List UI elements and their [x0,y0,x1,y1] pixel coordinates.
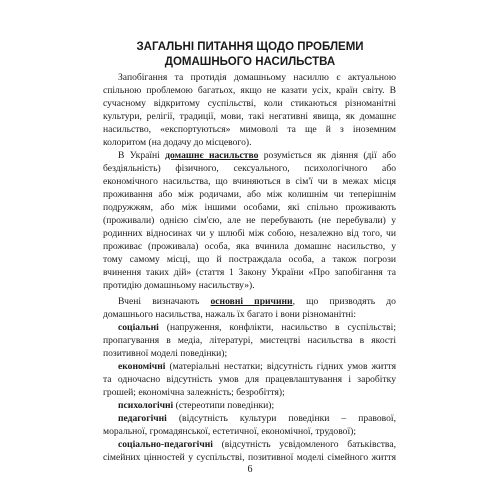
list-item: педагогічні (відсутність культури поведінки – правової, [118,413,396,424]
text-line: спільною проблемою багатьох, якщо не казати усіх, країн світу. В [103,85,396,96]
text-line: моральної, громадянської, естетичної, економічної, трудової); [103,426,356,437]
text-line: Вчені визначають основні причини, що призводять до [118,296,396,307]
text-line: вчинення таких дій» (стаття 1 Закону України «Про запобігання та [103,267,396,278]
cause-term: психологічні [118,400,174,411]
text-line: економічного насильства, що вчиняються в сім'ї чи в межах місця [103,176,396,187]
text-line: сімейних цінностей у суспільстві, позитивної моделі сімейного життя [103,452,396,463]
text-line: проживає (проживала) особа, яка вчинила домашнє насильство, у [103,241,396,252]
text-line: домашнього насильства, нажаль їх багато і вони різноманітні: [103,309,357,320]
page-number: 6 [247,464,253,475]
cause-term: економічні [118,361,166,372]
list-item: соціально-педагогічні (відсутність усвідомленого батьківства, [118,439,396,450]
text-line: Запобігання та протидія домашньому насиллю є актуальною [118,72,396,83]
text-line: позитивної моделі поведінки); [103,348,228,359]
text-line: колоритом (на додачу до місцевого). [103,137,252,148]
text-line: пропагування в медіа, літературі, мистецтві насильства в якості [103,335,396,346]
text-line: родинних відносинах чи у шлюбі між собою, незалежно від того, чи [103,228,396,239]
text-line: подружжям, або між іншими особами, які спільно проживають [103,202,396,213]
text-line: протидію домашньому насильству»). [103,280,255,291]
list-item: економічні (матеріальні нестатки; відсутність гідних умов життя [118,361,396,372]
title-line-1: ЗАГАЛЬНІ ПИТАННЯ ЩОДО ПРОБЛЕМИ [136,41,364,53]
term-domestic-violence: домашнє насильство [165,150,259,161]
text-line: тому самому місці, що й постраждала особа, а також погрози [103,254,396,265]
list-item: психологічні (стереотипи поведінки); [118,400,275,411]
cause-term: соціально-педагогічні [118,439,213,450]
text-line: сучасному відкритому суспільстві, коли стикаються різноманітні [103,98,396,109]
text-line: проживання або між родичами, або між колишнім чи теперішнім [103,189,396,200]
text-line: культури, релігії, традиції, мови, такі негативні явища, як домашнє [103,111,396,122]
text-line: та одночасно відсутність умов для працевлаштування і заробітку [103,374,396,385]
cause-term: педагогічні [118,413,167,424]
text-line: В Україні домашнє насильство розуміється як діяння (дії або [118,150,397,161]
text-line: бездіяльність) фізичного, сексуального, психологічного або [103,163,396,174]
page-title [110,40,390,70]
text-line: насильство, «експортуються» мимоволі та ще й з іноземним [103,124,396,135]
text-line: грошей; економічна залежність; безробіття); [103,387,285,398]
cause-term: соціальні [118,322,159,333]
term-main-causes: основні причини [210,296,293,307]
list-item: соціальні (напруження, конфлікти, насильство в суспільстві; [118,322,396,333]
title-line-2: ДОМАШНЬОГО НАСИЛЬСТВА [164,56,336,68]
text-line: (проживали) однією сім'єю, але не перебувають (не перебували) у [103,215,396,226]
